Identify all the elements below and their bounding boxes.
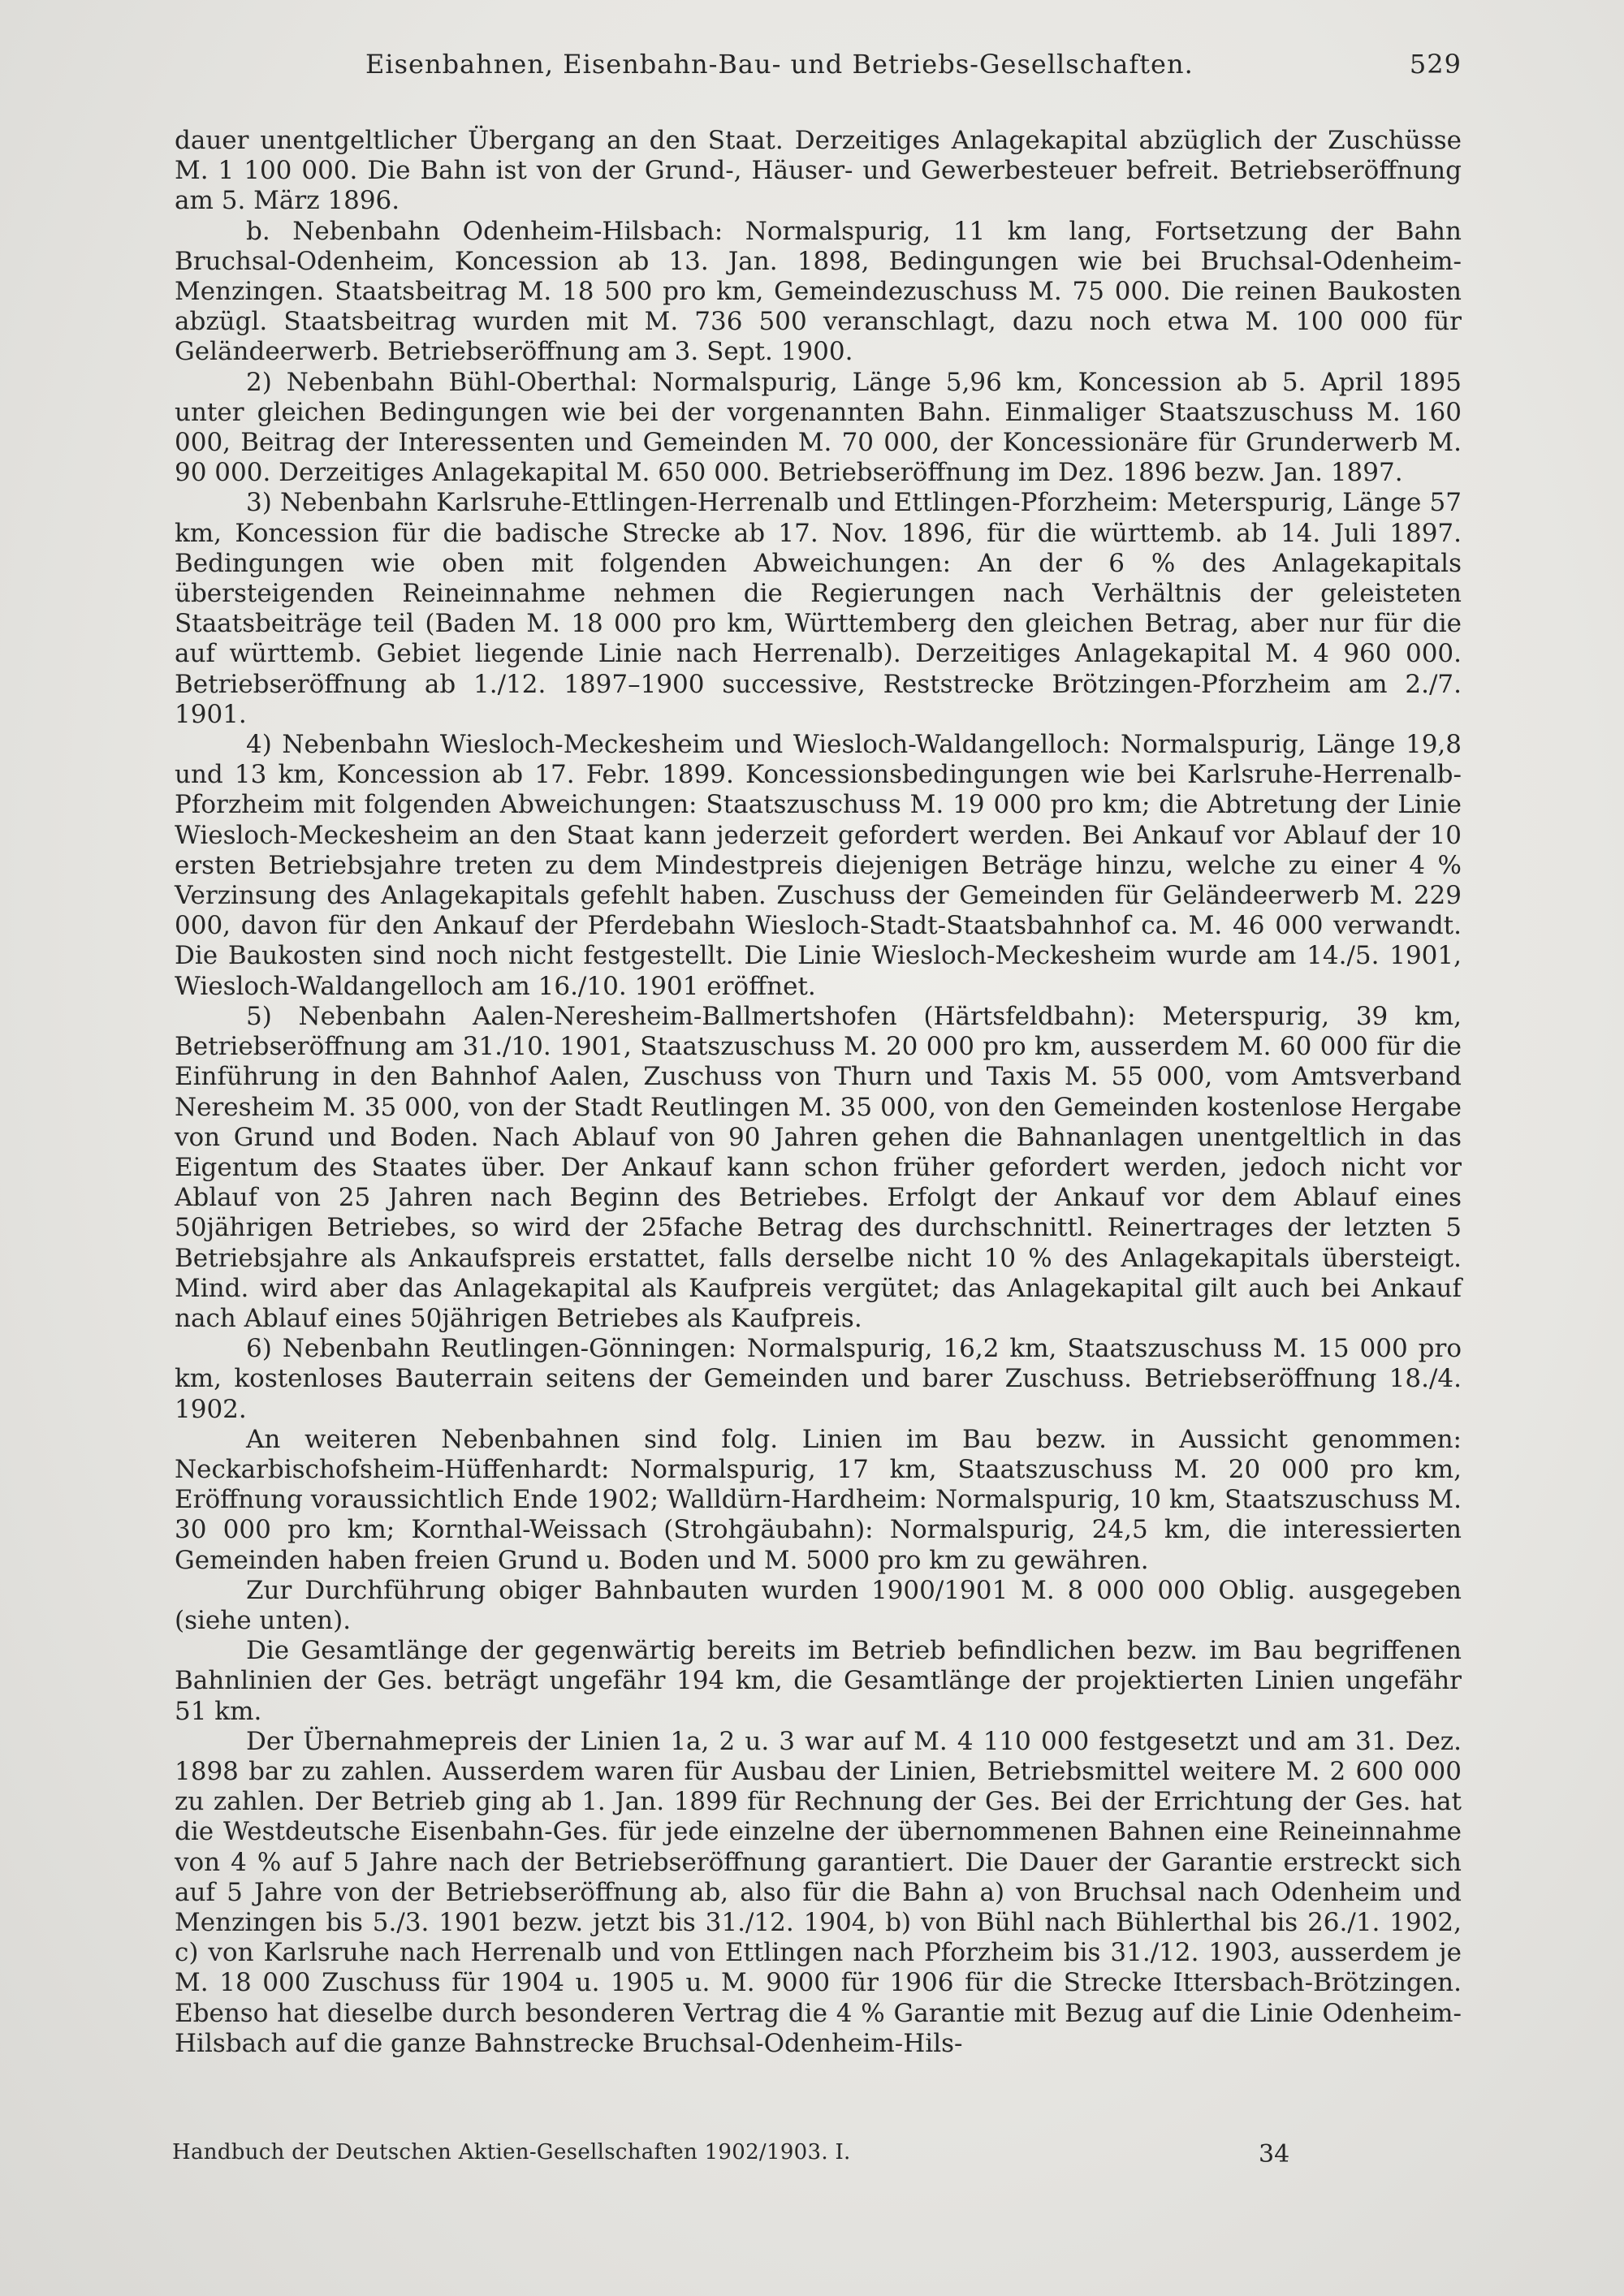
page-number: 529 xyxy=(1409,49,1462,80)
footer-publication: Handbuch der Deutschen Aktien-Gesellschaften 1902/1903. I. xyxy=(172,2140,851,2164)
paragraph: Der Übernahmepreis der Linien 1a, 2 u. 3 war auf M. 4 110 000 festgesetzt und am 31. Dez. 1898 bar zu zahlen. Ausserdem waren für Ausbau der Linien, Betriebsmittel weitere M. 2 600 000 zu zahlen. Der Betrieb ging ab 1. Jan. 1899 für Rechnung der Ges. Bei der Errichtung der Ges. hat die Westdeutsche Eisenbahn-Ges. für jede einzelne der übernommenen Bahnen eine Reineinnahme von 4 % auf 5 Jahre nach der Betriebseröffnung garantiert. Die Dauer der Garantie erstreckt sich auf 5 Jahre von der Betriebseröffnung ab, also für die Bahn a) von Bruchsal nach Odenheim und Menzingen bis 5./3. 1901 bezw. jetzt bis 31./12. 1904, b) von Bühl nach Bühlerthal bis 26./1. 1902, c) von Karlsruhe nach Herrenalb und von Ettlingen nach Pforzheim bis 31./12. 1903, ausserdem je M. 18 000 Zuschuss für 1904 u. 1905 u. M. 9000 für 1906 für die Strecke Ittersbach-Brötzingen. Ebenso hat dieselbe durch besonderen Vertrag die 4 % Garantie mit Bezug auf die Linie Odenheim-Hilsbach auf die ganze Bahnstrecke Bruchsal-Odenheim-Hils- xyxy=(175,1726,1462,2058)
paragraph: b. Nebenbahn Odenheim-Hilsbach: Normalspurig, 11 km lang, Fortsetzung der Bahn Bruchsal-Odenheim, Koncession ab 13. Jan. 1898, Bedingungen wie bei Bruchsal-Odenheim-Menzingen. Staatsbeitrag M. 18 500 pro km, Gemeindezuschuss M. 75 000. Die reinen Baukosten abzügl. Staatsbeitrag wurden mit M. 736 500 veranschlagt, dazu noch etwa M. 100 000 für Geländeerwerb. Betriebseröffnung am 3. Sept. 1900. xyxy=(175,216,1462,367)
header-title: Eisenbahnen, Eisenbahn-Bau- und Betriebs-Gesellschaften. xyxy=(365,49,1194,80)
paragraph: 4) Nebenbahn Wiesloch-Meckesheim und Wiesloch-Waldangelloch: Normalspurig, Länge 19,8 und 13 km, Koncession ab 17. Febr. 1899. Koncessionsbedingungen wie bei Karlsruhe-Herrenalb-Pforzheim mit folgenden Abweichungen: Staatszuschuss M. 19 000 pro km; die Abtretung der Linie Wiesloch-Meckesheim an den Staat kann jederzeit gefordert werden. Bei Ankauf vor Ablauf der 10 ersten Betriebsjahre treten zu dem Mindestpreis diejenigen Beträge hinzu, welche zu einer 4 % Verzinsung des Anlagekapitals gefehlt haben. Zuschuss der Gemeinden für Geländeerwerb M. 229 000, davon für den Ankauf der Pferdebahn Wiesloch-Stadt-Staatsbahnhof ca. M. 46 000 verwandt. Die Baukosten sind noch nicht festgestellt. Die Linie Wiesloch-Meckesheim wurde am 14./5. 1901, Wiesloch-Waldangelloch am 16./10. 1901 eröffnet. xyxy=(175,730,1462,1001)
paragraph: 6) Nebenbahn Reutlingen-Gönningen: Normalspurig, 16,2 km, Staatszuschuss M. 15 000 pro km, kostenloses Bauterrain seitens der Gemeinden und barer Zuschuss. Betriebseröffnung 18./4. 1902. xyxy=(175,1334,1462,1424)
paragraph: 2) Nebenbahn Bühl-Oberthal: Normalspurig, Länge 5,96 km, Koncession ab 5. April 1895 unter gleichen Bedingungen wie bei der vorgenannten Bahn. Einmaliger Staatszuschuss M. 160 000, Beitrag der Interessenten und Gemeinden M. 70 000, der Koncessionäre für Grunderwerb M. 90 000. Derzeitiges Anlagekapital M. 650 000. Betriebseröffnung im Dez. 1896 bezw. Jan. 1897. xyxy=(175,367,1462,488)
paragraph: 3) Nebenbahn Karlsruhe-Ettlingen-Herrenalb und Ettlingen-Pforzheim: Meterspurig, Länge 57 km, Koncession für die badische Strecke ab 17. Nov. 1896, für die württemb. ab 14. Juli 1897. Bedingungen wie oben mit folgenden Abweichungen: An der 6 % des Anlagekapitals übersteigenden Reineinnahme nehmen die Regierungen nach Verhältnis der geleisteten Staatsbeiträge teil (Baden M. 18 000 pro km, Württemberg den gleichen Betrag, aber nur für die auf württemb. Gebiet liegende Linie nach Herrenalb). Derzeitiges Anlagekapital M. 4 960 000. Betriebseröffnung ab 1./12. 1897–1900 successive, Reststrecke Brötzingen-Pforzheim am 2./7. 1901. xyxy=(175,488,1462,729)
paragraph: dauer unentgeltlicher Übergang an den Staat. Derzeitiges Anlagekapital abzüglich der Zuschüsse M. 1 100 000. Die Bahn ist von der Grund-, Häuser- und Gewerbesteuer befreit. Betriebseröffnung am 5. März 1896. xyxy=(175,126,1462,216)
paragraph: 5) Nebenbahn Aalen-Neresheim-Ballmertshofen (Härtsfeldbahn): Meterspurig, 39 km, Betriebseröffnung am 31./10. 1901, Staatszuschuss M. 20 000 pro km, ausserdem M. 60 000 für die Einführung in den Bahnhof Aalen, Zuschuss von Thurn und Taxis M. 55 000, vom Amtsverband Neresheim M. 35 000, von der Stadt Reutlingen M. 35 000, von den Gemeinden kostenlose Hergabe von Grund und Boden. Nach Ablauf von 90 Jahren gehen die Bahnanlagen unentgeltlich in das Eigentum des Staates über. Der Ankauf kann schon früher gefordert werden, jedoch nicht vor Ablauf von 25 Jahren nach Beginn des Betriebes. Erfolgt der Ankauf vor dem Ablauf eines 50jährigen Betriebes, so wird der 25fache Betrag des durchschnittl. Reinertrages der letzten 5 Betriebsjahre als Ankaufspreis erstattet, falls derselbe nicht 10 % des Anlagekapitals übersteigt. Mind. wird aber das Anlagekapital als Kaufpreis vergütet; das Anlagekapital gilt auch bei Ankauf nach Ablauf eines 50jährigen Betriebes als Kaufpreis. xyxy=(175,1001,1462,1333)
paragraph: Zur Durchführung obiger Bahnbauten wurden 1900/1901 M. 8 000 000 Oblig. ausgegeben (siehe unten). xyxy=(175,1575,1462,1635)
paragraph: An weiteren Nebenbahnen sind folg. Linien im Bau bezw. in Aussicht genommen: Neckarbischofsheim-Hüffenhardt: Normalspurig, 17 km, Staatszuschuss M. 20 000 pro km, Eröffnung voraussichtlich Ende 1902; Walldürn-Hardheim: Normalspurig, 10 km, Staatszuschuss M. 30 000 pro km; Kornthal-Weissach (Strohgäubahn): Normalspurig, 24,5 km, die interessierten Gemeinden haben freien Grund u. Boden und M. 5000 pro km zu gewähren. xyxy=(175,1424,1462,1575)
body-text xyxy=(175,126,1462,2059)
sheet-number: 34 xyxy=(1259,2140,1290,2169)
running-header xyxy=(365,49,1462,89)
paragraph: Die Gesamtlänge der gegenwärtig bereits im Betrieb befindlichen bezw. im Bau begriffenen Bahnlinien der Ges. beträgt ungefähr 194 km, die Gesamtlänge der projektierten Linien ungefähr 51 km. xyxy=(175,1636,1462,1726)
page-footer xyxy=(172,2140,1309,2173)
